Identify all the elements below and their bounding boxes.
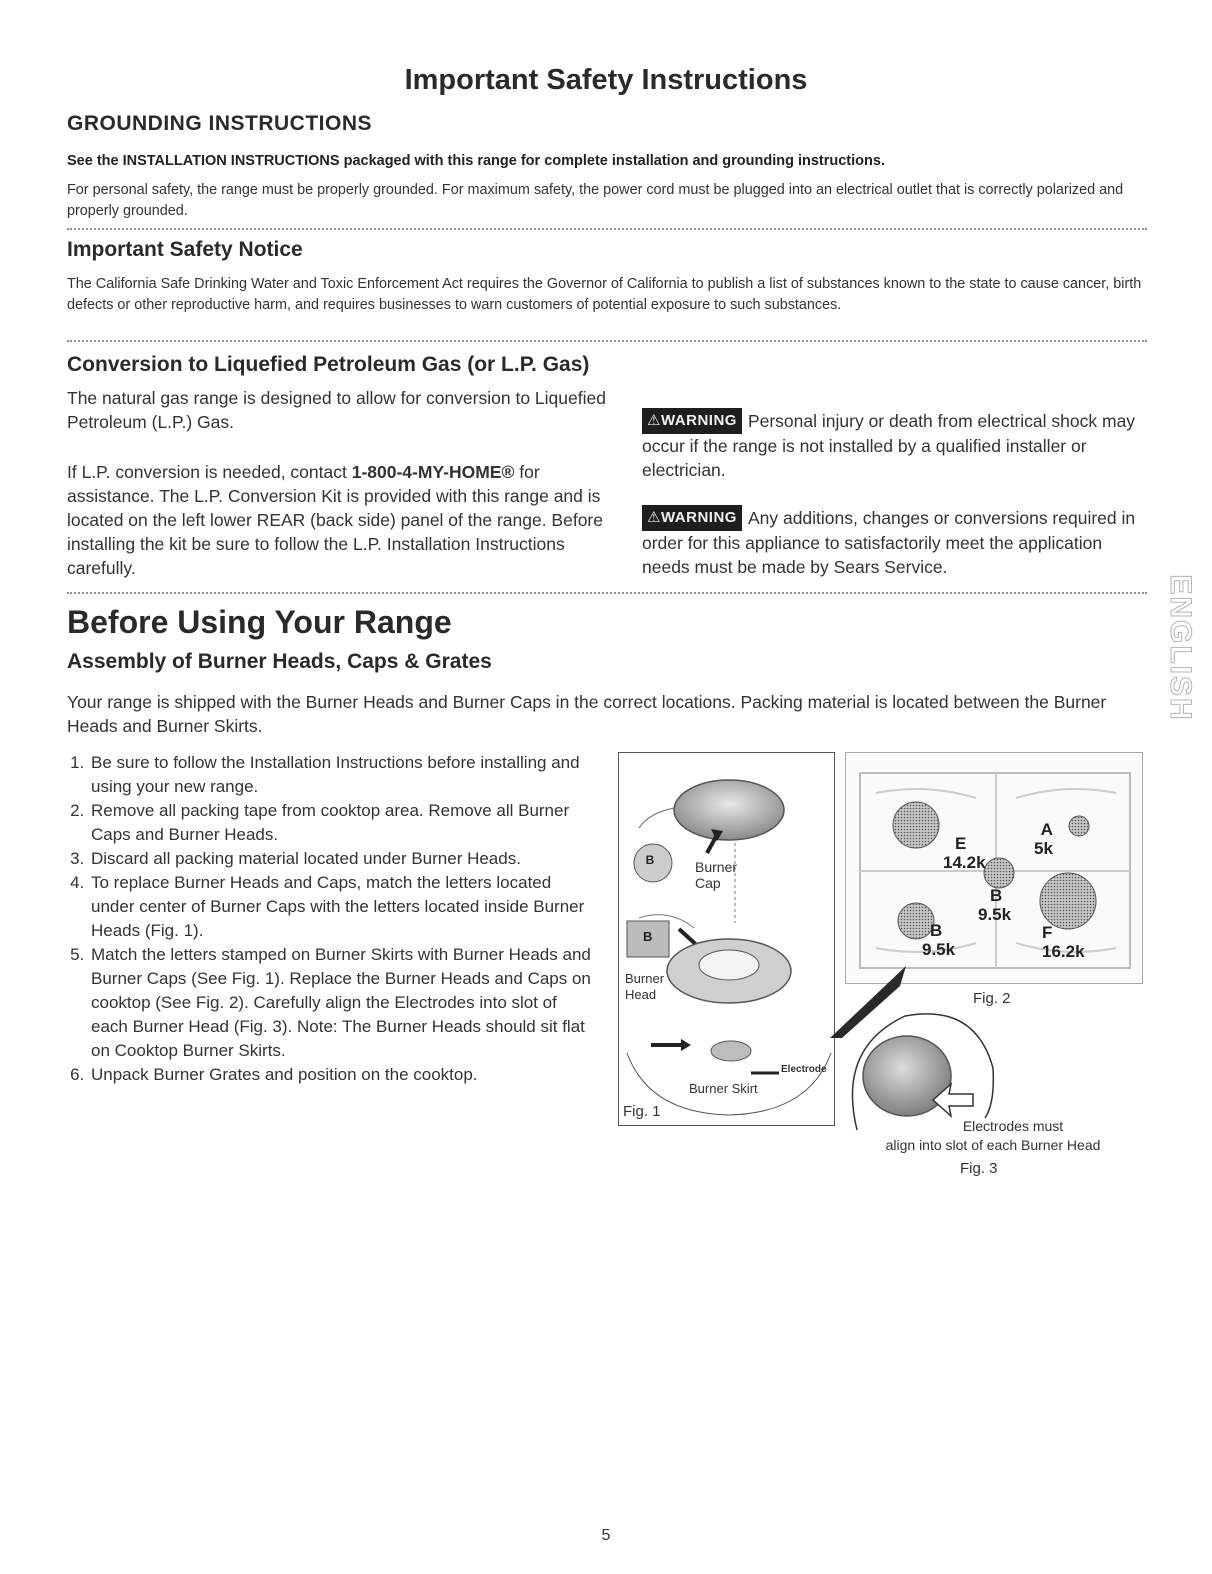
burner-f-icon <box>1040 873 1096 929</box>
fig1-cap-letter: B <box>645 853 655 867</box>
fig2-cooktop-layout <box>845 752 1143 984</box>
fig1-burner-head-label: Burner Head <box>625 971 665 1002</box>
fig3-electrode-detail <box>845 1008 1000 1133</box>
safety-notice-body: The California Safe Drinking Water and Toxic Enforcement Act requires the Governor of California to publish a list of substances known to the state to cause cancer, birth defects or other reproductive harm, and requires businesses to warn customers of potential exposure to such substances. <box>67 276 1142 313</box>
fig1-electrode-label: Electrode <box>781 1064 827 1075</box>
burner-skirt-shape <box>711 1041 751 1061</box>
page-number: 5 <box>601 1527 611 1544</box>
fig1-burner-cap-label: Burner Cap <box>695 859 738 891</box>
fig1-head-letter: B <box>643 929 653 944</box>
fig2-burner-f: F 16.2k <box>1042 923 1085 961</box>
list-item: 1. Be sure to follow the Installation Instructions before installing and using your new range. <box>89 751 597 799</box>
conversion-heading: Conversion to Liquefied Petroleum Gas (or L.P. Gas) <box>67 353 590 376</box>
list-item: 3. Discard all packing material located under Burner Heads. <box>89 847 597 871</box>
divider <box>67 592 1147 594</box>
warning-electrical <box>642 408 1137 482</box>
burner-e-icon <box>893 802 939 848</box>
conversion-para-2-start: If L.P. conversion is needed, contact <box>67 462 352 482</box>
fig2-burner-b-left: B 9.5k <box>922 921 956 959</box>
fig2-burner-e: E 14.2k <box>943 834 986 872</box>
fig2-illustration <box>846 753 1142 983</box>
fig2-burner-b-center: B 9.5k <box>978 886 1012 924</box>
grounding-body: For personal safety, the range must be properly grounded. For maximum safety, the power cord must be plugged into an electrical outlet that is correctly polarized and properly grounded. <box>67 182 1124 219</box>
fig3-label: Fig. 3 <box>960 1160 998 1177</box>
side-language-tab: ENGLISH <box>1164 574 1197 722</box>
burner-a-icon <box>1069 816 1089 836</box>
list-item: 5. Match the letters stamped on Burner Skirts with Burner Heads and Burner Caps (See Fig. 1). Replace the Burner Heads and Caps on cooktop (See Fig. 2). Carefully align the Electrodes into slot of each Burner Head (Fig. 3). Note: The Burner Heads should sit flat on Cooktop Burner Skirts. <box>89 943 597 1063</box>
grounding-bold-line: See the INSTALLATION INSTRUCTIONS packaged with this range for complete installation and grounding instructions. <box>67 153 885 169</box>
conversion-para-1: The natural gas range is designed to allow for conversion to Liquefied Petroleum (L.P.) Gas. <box>67 388 606 432</box>
list-item: 2. Remove all packing tape from cooktop area. Remove all Burner Caps and Burner Heads. <box>89 799 597 847</box>
fig1-burner-skirt-label: Burner Skirt <box>689 1081 758 1096</box>
divider <box>67 340 1147 342</box>
safety-notice-heading: Important Safety Notice <box>67 238 303 261</box>
fig2-burner-a: A 5k <box>1034 820 1053 858</box>
phone-number: 1-800-4-MY-HOME® <box>351 462 515 482</box>
page-title: Important Safety Instructions <box>404 64 808 96</box>
grounding-heading: GROUNDING INSTRUCTIONS <box>67 112 372 135</box>
assembly-steps <box>67 751 597 1087</box>
warning-badge: ⚠WARNING <box>642 408 742 434</box>
fig2-label: Fig. 2 <box>973 990 1011 1007</box>
warning-service <box>642 505 1137 579</box>
fig3-caption: Electrodes must align into slot of each Burner Head <box>885 1118 1101 1153</box>
assembly-heading: Assembly of Burner Heads, Caps & Grates <box>67 650 492 673</box>
assembly-intro: Your range is shipped with the Burner Heads and Burner Caps in the correct locations. Packing material is located between the Burner Heads and Burner Skirts. <box>67 692 1107 736</box>
warning-badge: ⚠WARNING <box>642 505 742 531</box>
fig1-burner-assembly <box>618 752 835 1126</box>
burner-b-center-icon <box>984 858 1014 888</box>
burner-cap-shape <box>674 780 784 840</box>
conversion-para-2 <box>67 460 617 580</box>
warning-text: Any additions, changes or conversions required in order for this appliance to satisfactorily meet the application needs must be made by Sears Service. <box>642 508 1136 577</box>
fig1-label: Fig. 1 <box>623 1103 661 1120</box>
warning-text: Personal injury or death from electrical shock may occur if the range is not installed by a qualified installer or electrician. <box>642 411 1136 480</box>
conversion-para-2-end: for assistance. The L.P. Conversion Kit is provided with this range and is located on the left lower REAR (back side) panel of the range. Before installing the kit be sure to follow the L.P. Installation Instructions carefully. <box>67 462 603 578</box>
list-item: 4. To replace Burner Heads and Caps, match the letters located under center of Burner Caps with the letters located inside Burner Heads (Fig. 1). <box>89 871 597 943</box>
list-item: 6. Unpack Burner Grates and position on the cooktop. <box>89 1063 597 1087</box>
section-title: Before Using Your Range <box>67 604 452 640</box>
divider <box>67 228 1147 230</box>
